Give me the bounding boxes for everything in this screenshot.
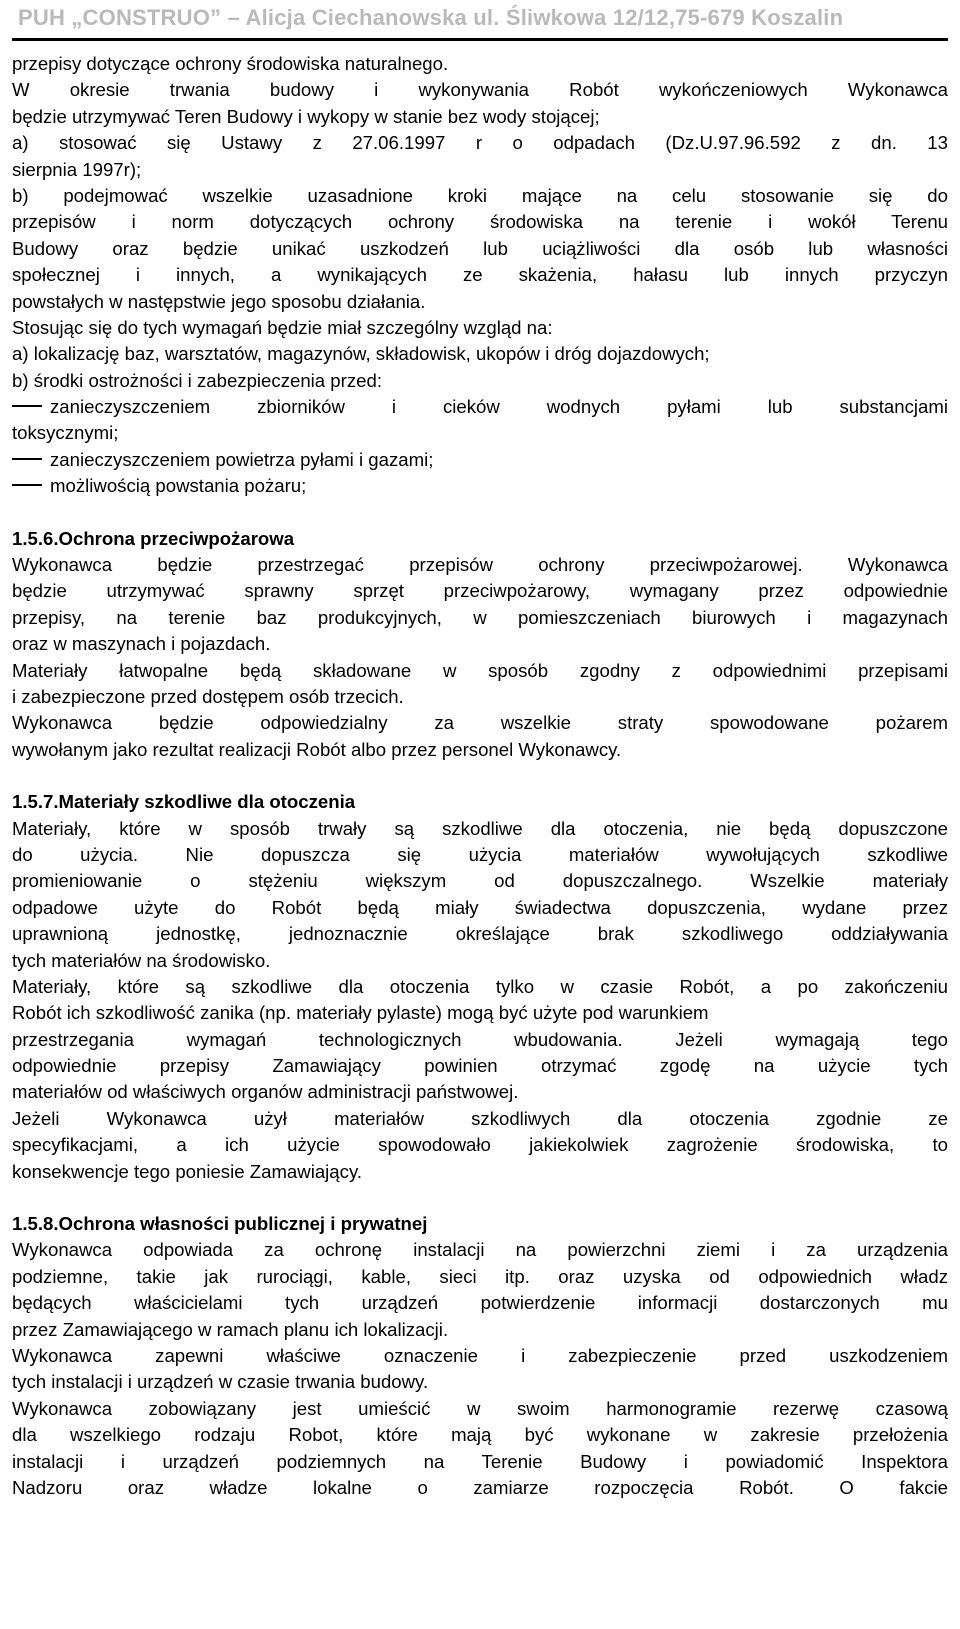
header-rule [12, 38, 948, 41]
section-gap [12, 500, 948, 526]
text-line: Jeżeli Wykonawca użył materiałów szkodliwych dla otoczenia zgodnie ze [12, 1107, 948, 1129]
text-line: odpadowe użyte do Robót będą miały świadectwa dopuszczenia, wydane przez [12, 896, 948, 918]
list-item [12, 473, 948, 499]
text-line: dla wszelkiego rodzaju Robot, które mają być wykonane w zakresie przełożenia [12, 1424, 948, 1446]
text-line: odpowiednie przepisy Zamawiający powinien otrzymać zgodę na użycie tych [12, 1055, 948, 1077]
text-line: toksycznymi; [12, 422, 119, 444]
text-line: b) środki ostrożności i zabezpieczenia przed: [12, 369, 382, 391]
list-item-text: możliwością powstania pożaru; [50, 475, 307, 497]
em-dash-bullet [12, 449, 50, 470]
text-line: wywołanym jako rezultat realizacji Robót albo przez personel Wykonawcy. [12, 738, 622, 760]
text-line: Wykonawca zobowiązany jest umieścić w swoim harmonogramie rezerwę czasową [12, 1397, 948, 1419]
text-line: a) lokalizację baz, warsztatów, magazynów, składowisk, ukopów i dróg dojazdowych; [12, 343, 710, 365]
text-line: będących właścicielami tych urządzeń potwierdzenie informacji dostarczonych mu [12, 1292, 948, 1314]
em-dash-bullet [12, 396, 50, 417]
text-line: przestrzegania wymagań technologicznych wbudowania. Jeżeli wymagają tego [12, 1028, 948, 1050]
text-line: promieniowanie o stężeniu większym od dopuszczalnego. Wszelkie materiały [12, 870, 948, 892]
text-line: będzie utrzymywać Teren Budowy i wykopy w stanie bez wody stojącej; [12, 105, 600, 127]
text-line: uprawnioną jednostkę, jednoznacznie określające brak szkodliwego oddziaływania [12, 923, 948, 945]
text-line: Budowy oraz będzie unikać uszkodzeń lub uciążliwości dla osób lub własności [12, 237, 948, 259]
text-line: tych instalacji i urządzeń w czasie trwania budowy. [12, 1371, 429, 1393]
text-line: W okresie trwania budowy i wykonywania Robót wykończeniowych Wykonawca [12, 79, 948, 101]
text-line: Materiały łatwopalne będą składowane w sposób zgodny z odpowiednimi przepisami [12, 659, 948, 681]
text-line: przepisy, na terenie baz produkcyjnych, w pomieszczeniach biurowych i magazynach [12, 606, 948, 628]
text-line: przepisów i norm dotyczących ochrony środowiska na terenie i wokół Terenu [12, 211, 948, 233]
list-item-text: zanieczyszczeniem zbiorników i cieków wodnych pyłami lub substancjami [50, 396, 948, 418]
text-line: i zabezpieczone przed dostępem osób trzecich. [12, 685, 404, 707]
text-line: materiałów od właściwych organów administracji państwowej. [12, 1081, 519, 1103]
text-line: Materiały, które w sposób trwały są szkodliwe dla otoczenia, nie będą dopuszczone [12, 817, 948, 839]
text-line: Stosując się do tych wymagań będzie miał szczególny wzgląd na: [12, 316, 553, 338]
text-line: a) stosować się Ustawy z 27.06.1997 r o odpadach (Dz.U.97.96.592 z dn. 13 [12, 132, 948, 154]
text-line: oraz w maszynach i pojazdach. [12, 633, 271, 655]
document-body [12, 51, 948, 1501]
text-line: Wykonawca zapewni właściwe oznaczenie i zabezpieczenie przed uszkodzeniem [12, 1344, 948, 1366]
text-line: konsekwencje tego poniesie Zamawiający. [12, 1160, 363, 1182]
text-line: Robót ich szkodliwość zanika (np. materiały pylaste) mogą być użyte pod warunkiem [12, 1002, 709, 1024]
text-line: do użycia. Nie dopuszcza się użycia materiałów wywołujących szkodliwe [12, 843, 948, 865]
text-line: powstałych w następstwie jego sposobu działania. [12, 290, 426, 312]
section-gap [12, 763, 948, 789]
text-line: przez Zamawiającego w ramach planu ich lokalizacji. [12, 1318, 449, 1340]
text-line: tych materiałów na środowisko. [12, 949, 271, 971]
text-line: sierpnia 1997r); [12, 158, 142, 180]
section-heading: 1.5.7.Materiały szkodliwe dla otoczenia [12, 791, 356, 813]
list-item [12, 447, 948, 473]
section-gap [12, 1185, 948, 1211]
em-dash-bullet [12, 475, 50, 496]
text-line: Wykonawca będzie odpowiedzialny za wszelkie straty spowodowane pożarem [12, 712, 948, 734]
text-line: będzie utrzymywać sprawny sprzęt przeciwpożarowy, wymagany przez odpowiednie [12, 580, 948, 602]
list-item-text: zanieczyszczeniem powietrza pyłami i gazami; [50, 448, 434, 470]
section-heading: 1.5.6.Ochrona przeciwpożarowa [12, 527, 295, 549]
text-line: specyfikacjami, a ich użycie spowodowało jakiekolwiek zagrożenie środowiska, to [12, 1134, 948, 1156]
section-heading: 1.5.8.Ochrona własności publicznej i prywatnej [12, 1213, 428, 1235]
text-line: Wykonawca odpowiada za ochronę instalacji na powierzchni ziemi i za urządzenia [12, 1239, 948, 1261]
text-line: Wykonawca będzie przestrzegać przepisów ochrony przeciwpożarowej. Wykonawca [12, 554, 948, 576]
text-line: Nadzoru oraz władze lokalne o zamiarze rozpoczęcia Robót. O fakcie [12, 1476, 948, 1498]
text-line: Materiały, które są szkodliwe dla otoczenia tylko w czasie Robót, a po zakończeniu [12, 975, 948, 997]
text-line: podziemne, takie jak rurociągi, kable, sieci itp. oraz uzyska od odpowiednich władz [12, 1265, 948, 1287]
text-line: społecznej i innych, a wynikających ze skażenia, hałasu lub innych przyczyn [12, 264, 948, 286]
list-item [12, 394, 948, 420]
text-line: instalacji i urządzeń podziemnych na Terenie Budowy i powiadomić Inspektora [12, 1450, 948, 1472]
text-line: b) podejmować wszelkie uzasadnione kroki mające na celu stosowanie się do [12, 184, 948, 206]
text-line: przepisy dotyczące ochrony środowiska naturalnego. [12, 53, 449, 74]
page-header: PUH „CONSTRUO” – Alicja Ciechanowska ul. Śliwkowa 12/12,75-679 Koszalin [18, 5, 844, 30]
